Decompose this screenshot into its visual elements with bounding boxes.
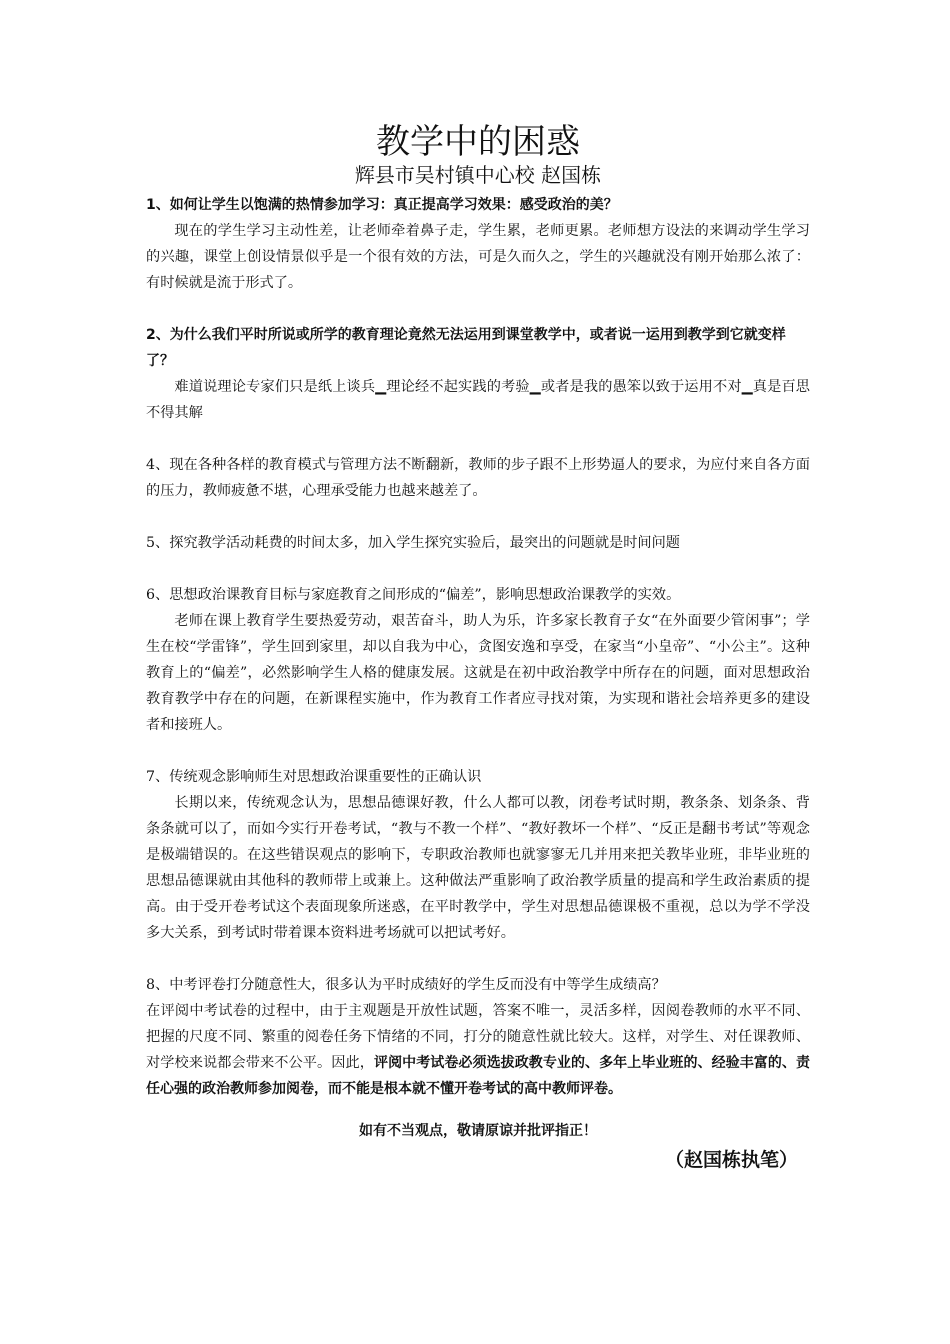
question-7-body: 长期以来，传统观念认为，思想品德课好教，什么人都可以教，闭卷考试时期，教条条、划条条、背条条就可以了，而如今实行开卷考试，“教与不教一个样”、“教好教坏一个样”、“反正是翻书考试”等观念是极端错误的。在这些错误观点的影响下，专职政治教师也就寥寥无几并用来把关教毕业班，非毕业班的思想品德课就由其他科的教师带上或兼上。这种做法严重影响了政治教学质量的提高和学生政治素质的提高。由于受开卷考试这个表面现象所迷惑，在平时教学中，学生对思想品德课极不重视，总以为学不学没多大关系，到考试时带着课本资料进考场就可以把试考好。 [146,795,810,941]
paragraph-gap [146,556,810,582]
signature: （赵国栋执笔） [664,1149,798,1171]
paragraph-gap [146,738,810,764]
question-2-body: 难道说理论专家们只是纸上谈兵▁理论经不起实践的考验▁或者是我的愚笨以致于运用不对▁真是百思不得其解 [146,379,810,421]
document-page [146,120,810,1174]
question-5-body: 5、探究教学活动耗费的时间太多，加入学生探究实验后，最突出的问题就是时间问题 [146,535,680,551]
question-1-body: 现在的学生学习主动性差，让老师牵着鼻子走，学生累，老师更累。老师想方设法的来调动学生学习的兴趣，课堂上创设情景似乎是一个很有效的方法，可是久而久之，学生的兴趣就没有刚开始那么浓了：有时候就是流于形式了。 [146,223,810,291]
question-6-body: 老师在课上教育学生要热爱劳动，艰苦奋斗，助人为乐，许多家长教育子女“在外面要少管闲事”；学生在校“学雷锋”，学生回到家里，却以自我为中心，贪图安逸和享受，在家当“小皇帝”、“小公主”。这种教育上的“偏差”，必然影响学生人格的健康发展。这就是在初中政治教学中所存在的问题，面对思想政治教育教学中存在的问题，在新课程实施中，作为教育工作者应寻找对策，为实现和谐社会培养更多的建设者和接班人。 [146,613,810,733]
question-8-body-plain: 在评阅中考试卷的过程中，由于主观题是开放性试题，答案不唯一，灵活多样，因阅卷教师的水平不同、把握的尺度不同、繁重的阅卷任务下情绪的不同，打分的随意性就比较大。这样，对学生、对任课教师、对学校来说都会带来不公平。因此， [146,1003,810,1071]
question-7-heading: 7、传统观念影响师生对思想政治课重要性的正确认识 [146,769,482,785]
question-2-heading: 2、为什么我们平时所说或所学的教育理论竟然无法运用到课堂教学中，或者说一运用到教学到它就变样了？ [146,327,786,369]
document-title: 教学中的困惑 [376,122,580,162]
question-8-body-emphasis: 评阅中考试卷必须选拔政教专业的、多年上毕业班的、经验丰富的、责任心强的政治教师参加阅卷，而不能是根本就不懂开卷考试的高中教师评卷。 [146,1055,810,1097]
paragraph-gap [146,426,810,452]
closing-remark: 如有不当观点，敬请原谅并批评指正！ [359,1123,597,1139]
paragraph-gap [146,296,810,322]
author-line: 辉县市吴村镇中心校 赵国栋 [354,163,602,187]
question-8-body [146,998,810,1102]
question-1-heading: 1、如何让学生以饱满的热情参加学习：真正提高学习效果：感受政治的美？ [146,197,618,213]
paragraph-gap [146,504,810,530]
question-8-heading: 8、中考评卷打分随意性大，很多认为平时成绩好的学生反而没有中等学生成绩高？ [146,977,666,993]
question-4-body: 4、现在各种各样的教育模式与管理方法不断翻新，教师的步子跟不上形势逼人的要求，为应付来自各方面的压力，教师疲惫不堪，心理承受能力也越来越差了。 [146,457,810,499]
paragraph-gap [146,946,810,972]
question-6-heading: 6、思想政治课教育目标与家庭教育之间形成的“偏差”，影响思想政治课教学的实效。 [146,587,681,603]
